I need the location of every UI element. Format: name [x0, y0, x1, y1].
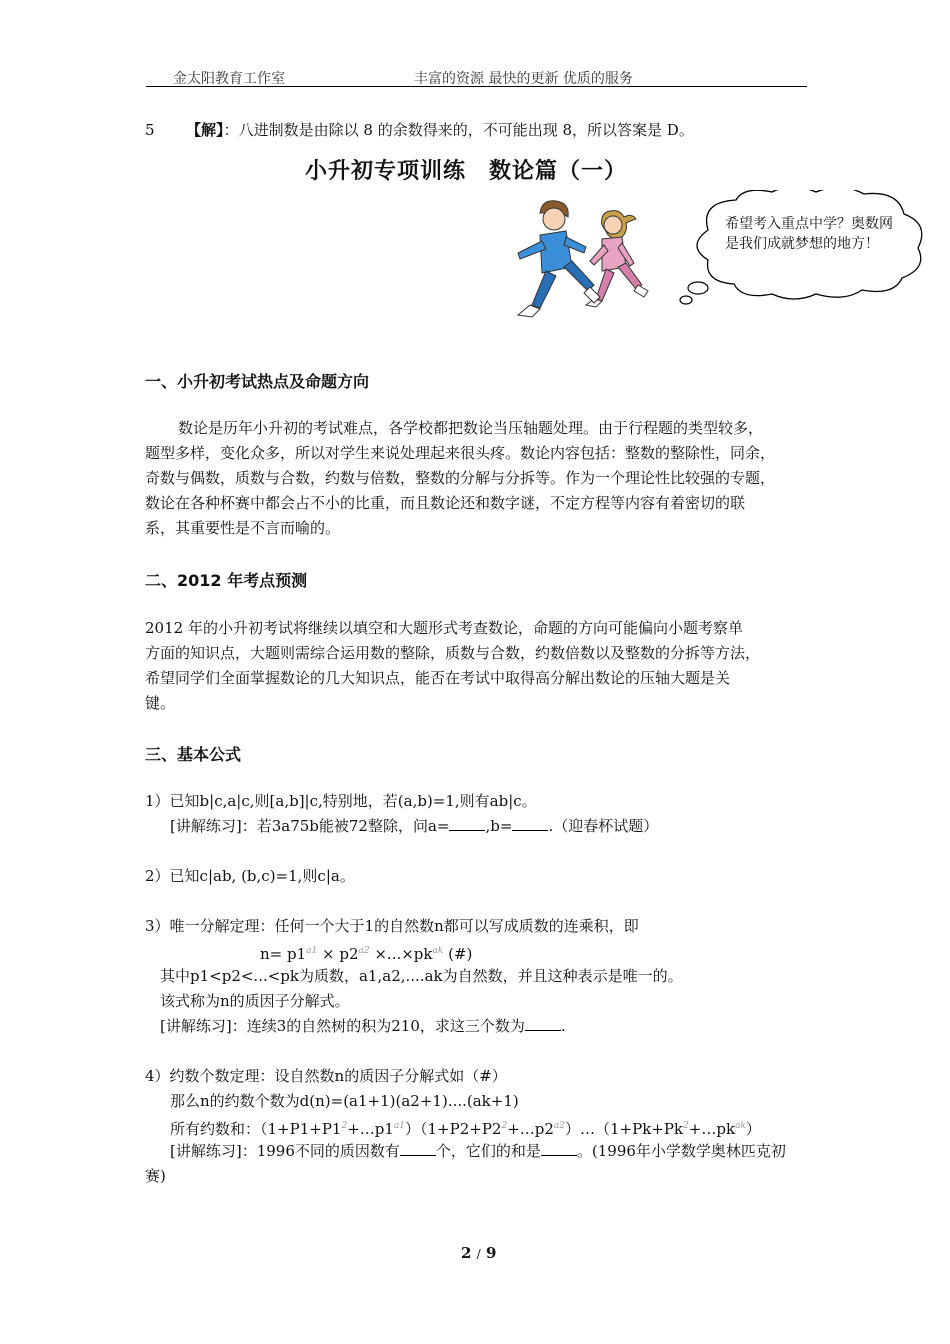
thought-bubble-text: 希望考入重点中学？奥数网是我们成就梦想的地方！ [725, 216, 893, 252]
formula1-line: 1）已知b|c,a|c,则[a,b]|c,特别地，若(a,b)=1,则有ab|c。 [145, 792, 537, 810]
exponent: a2 [358, 946, 370, 956]
formula3-exercise-end: . [560, 1017, 566, 1035]
formula3-equation [260, 939, 472, 967]
formula1-exercise-text-c: .（迎春杯试题） [548, 817, 659, 835]
formula4-exercise-text-c: 。(1996年小学数学奥林匹克初 [576, 1142, 786, 1160]
prev-answer-text: ：八进制数是由除以 8 的余数得来的，不可能出现 8，所以答案是 D。 [223, 121, 694, 139]
answer-blank-a[interactable] [449, 816, 485, 831]
exponent: 2 [341, 1121, 348, 1131]
section1-line: 系，其重要性是不言而喻的。 [145, 519, 341, 537]
prev-answer-number: 5 [145, 121, 155, 139]
sum-part: ）…（1+Pk+Pk [565, 1120, 684, 1138]
section1-line: 数论是历年小升初的考试难点，各学校都把数论当压轴题处理。由于行程题的类型较多， [178, 419, 764, 437]
formula4-line: 4）约数个数定理：设自然数n的质因子分解式如（#） [145, 1067, 507, 1085]
exponent: a2 [553, 1121, 566, 1131]
section2-line: 键。 [145, 694, 176, 712]
formula1-exercise [170, 814, 658, 839]
section2-heading: 二、2012 年考点预测 [145, 571, 308, 590]
equation-part: (#) [443, 945, 473, 963]
answer-blank-c[interactable] [525, 1016, 561, 1031]
formula3-line2: 其中p1<p2<...<pk为质数，a1,a2,....ak为自然数，并且这种表示是唯一的。 [160, 967, 683, 985]
page-separator: / [476, 1247, 481, 1261]
sum-part: +…pk [688, 1120, 736, 1138]
page-total: 9 [485, 1244, 497, 1262]
page-number [461, 1244, 496, 1262]
section1-line: 数论在各种杯赛中都会占不小的比重，而且数论还和数字谜，不定方程等内容有着密切的联 [145, 494, 746, 512]
answer-blank-d[interactable] [400, 1141, 436, 1156]
formula1-exercise-text-a: [讲解练习]：若3a75b能被72整除，问a= [170, 817, 450, 835]
sum-part: 所有约数和：（1+P1+P1 [170, 1120, 342, 1138]
section1-line: 奇数与偶数，质数与合数，约数与倍数，整数的分解与分拆等。作为一个理论性比较强的专题， [145, 469, 776, 487]
running-kids-illustration [510, 195, 660, 330]
equation-part: n= p1 [260, 945, 307, 963]
formula4-line2: 那么n的约数个数为d(n)=(a1+1)(a2+1)....(ak+1) [170, 1092, 519, 1110]
section1-heading: 一、小升初考试热点及命题方向 [145, 372, 370, 391]
exponent: ak [735, 1121, 746, 1131]
sum-part: +…p2 [507, 1120, 554, 1138]
exponent: 2 [501, 1121, 508, 1131]
sum-part: ）（1+P2+P2 [405, 1120, 502, 1138]
sum-part: ） [745, 1120, 761, 1138]
exponent: 2 [683, 1121, 689, 1131]
page-title: 小升初专项训练 数论篇（一） [305, 159, 628, 184]
formula2-line: 2）已知c|ab, (b,c)=1,则c|a。 [145, 867, 355, 885]
section2-line: 2012 年的小升初考试将继续以填空和大题形式考查数论，命题的方向可能偏向小题考察单 [145, 619, 743, 637]
header-right: 丰富的资源 最快的更新 优质的服务 [414, 71, 633, 87]
formula3-exercise [160, 1014, 566, 1039]
exponent: ak [432, 946, 444, 956]
boy-figure [518, 201, 600, 317]
header-left: 金太阳教育工作室 [173, 71, 285, 87]
section2-line: 希望同学们全面掌握数论的几大知识点，能否在考试中取得高分解出数论的压轴大题是关 [145, 669, 731, 687]
equation-part: ×...×pk [369, 945, 433, 963]
prev-answer-tag: 【解】 [186, 121, 224, 139]
exponent: a1 [306, 946, 318, 956]
formula4-sum [170, 1114, 761, 1142]
section3-heading: 三、基本公式 [145, 745, 242, 764]
prev-answer [145, 118, 694, 143]
formula4-exercise-wrap: 赛) [145, 1167, 166, 1185]
formula3-exercise-text: [讲解练习]：连续3的自然树的积为210，求这三个数为 [160, 1017, 525, 1035]
section1-line: 题型多样，变化众多，所以对学生来说处理起来很头疼。数论内容包括：整数的整除性，同余， [145, 444, 776, 462]
formula3-line: 3）唯一分解定理：任何一个大于1的自然数n都可以写成质数的连乘积，即 [145, 917, 639, 935]
formula3-line3: 该式称为n的质因子分解式。 [160, 992, 350, 1010]
exponent: a1 [393, 1121, 406, 1131]
answer-blank-b[interactable] [512, 816, 548, 831]
formula4-exercise-text-b: 个，它们的和是 [435, 1142, 541, 1160]
header-rule [146, 86, 807, 87]
formula4-exercise-text-a: [讲解练习]：1996不同的质因数有 [170, 1142, 400, 1160]
section2-line: 方面的知识点，大题则需综合运用数的整除，质数与合数，约数倍数以及整数的分拆等方法， [145, 644, 761, 662]
page-current: 2 [461, 1244, 472, 1262]
answer-blank-e[interactable] [541, 1141, 577, 1156]
formula1-exercise-text-b: ,b= [485, 817, 513, 835]
sum-part: +…p1 [347, 1120, 394, 1138]
formula4-exercise [170, 1139, 786, 1164]
equation-part: × p2 [317, 945, 359, 963]
